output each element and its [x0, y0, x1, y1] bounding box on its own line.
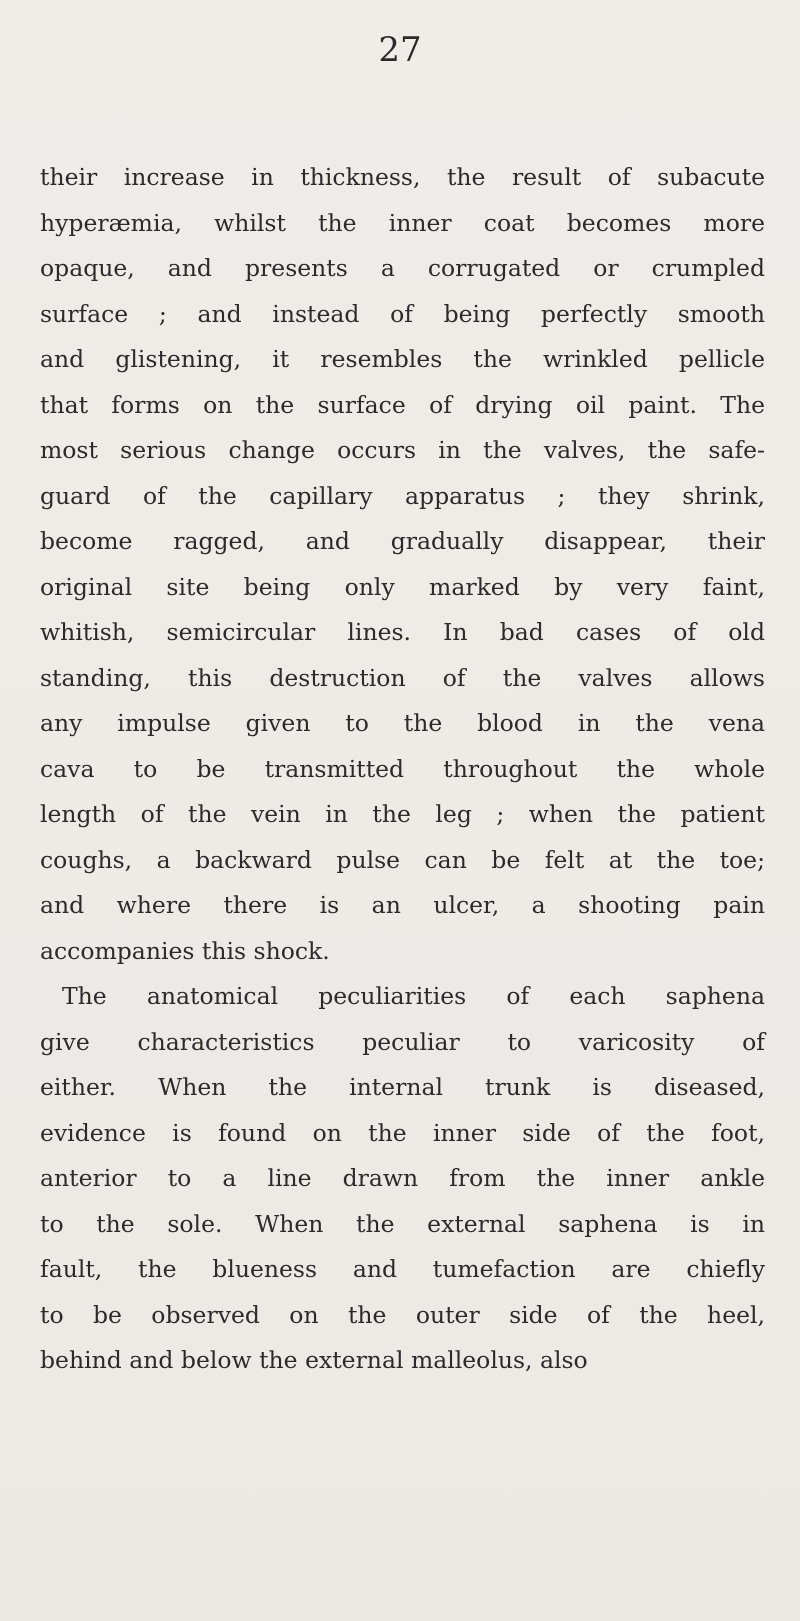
text-line: standing, this destruction of the valves allows	[40, 663, 765, 692]
text-line: cava to be transmitted throughout the whole	[40, 754, 765, 783]
text-line: to the sole. When the external saphena is in	[40, 1209, 765, 1238]
text-line: to be observed on the outer side of the heel,	[40, 1300, 765, 1329]
text-line: guard of the capillary apparatus ; they shrink,	[40, 481, 765, 510]
text-line: fault, the blueness and tumefaction are chiefly	[40, 1255, 765, 1283]
text-line: most serious change occurs in the valves, the safe-	[40, 436, 765, 464]
text-line: opaque, and presents a corrugated or crumpled	[40, 254, 765, 282]
text-line: give characteristics peculiar to varicosity of	[40, 1027, 765, 1056]
text-line: whitish, semicircular lines. In bad cases of old	[40, 618, 765, 646]
body-text	[40, 155, 765, 1384]
text-line: coughs, a backward pulse can be felt at the toe;	[40, 845, 765, 874]
text-line: and where there is an ulcer, a shooting pain	[40, 891, 765, 919]
text-line: length of the vein in the leg ; when the patient	[40, 800, 765, 828]
text-line: behind and below the external malleolus, also	[40, 1346, 588, 1374]
text-line: their increase in thickness, the result of subacute	[40, 163, 765, 191]
text-line-paragraph-end: accompanies this shock.	[40, 936, 330, 965]
text-line: hyperæmia, whilst the inner coat becomes more	[40, 208, 765, 237]
text-line: surface ; and instead of being perfectly smooth	[40, 299, 765, 328]
page-number: 27	[378, 30, 422, 70]
text-line: original site being only marked by very faint,	[40, 572, 765, 601]
text-line: either. When the internal trunk is diseased,	[40, 1073, 765, 1101]
text-line: become ragged, and gradually disappear, their	[40, 527, 765, 555]
text-line: anterior to a line drawn from the inner ankle	[40, 1164, 765, 1192]
text-line-paragraph-start: The anatomical peculiarities of each saphena	[62, 982, 765, 1010]
text-line: any impulse given to the blood in the vena	[40, 709, 765, 737]
text-line: that forms on the surface of drying oil paint. The	[40, 390, 765, 419]
text-line: and glistening, it resembles the wrinkled pellicle	[40, 345, 765, 373]
text-line: evidence is found on the inner side of the foot,	[40, 1118, 765, 1147]
